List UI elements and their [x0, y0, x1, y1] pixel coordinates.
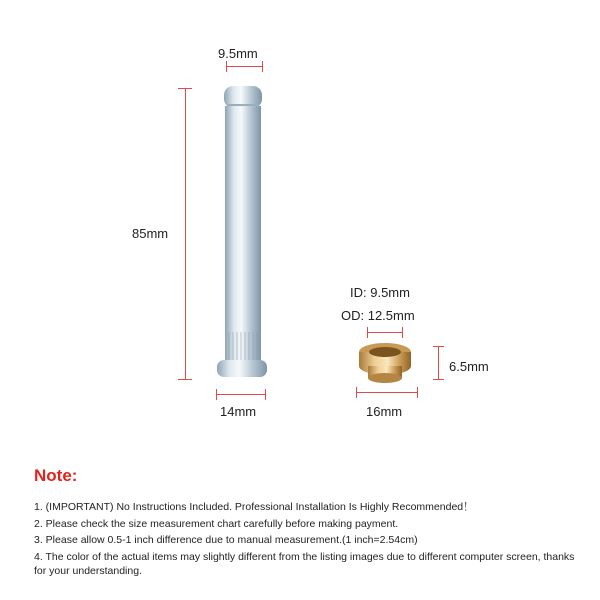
note-line-1: 1. (IMPORTANT) No Instructions Included. Professional Installation Is Highly Recommended！	[34, 501, 474, 513]
bushing-height-dim-line	[438, 346, 439, 380]
note-title: Note:	[34, 466, 78, 485]
bushing-flange-dim-tick-right	[417, 387, 418, 398]
pin-length-dim-tick-bottom	[178, 379, 192, 380]
pin-head-label: 14mm	[220, 404, 257, 419]
note-line-4: 4. The color of the actual items may slightly different from the listing images due to different computer screen, thanks for your understanding.	[34, 551, 575, 577]
bushing-od-dim-tick-right	[402, 327, 403, 338]
bushing-od-label: OD: 12.5mm	[341, 308, 415, 323]
pin-length-dim-line	[185, 88, 186, 380]
bushing-height-dim-tick-top	[433, 346, 444, 347]
bushing-flange-dim-line	[356, 392, 418, 393]
pin-head-dim-tick-right	[265, 389, 266, 400]
bushing-od-dim-line	[367, 332, 403, 333]
pin-diameter-dim-tick-left	[226, 61, 227, 72]
pin-length-dim-tick-top	[178, 88, 192, 89]
bushing-od-dim-tick-left	[367, 327, 368, 338]
pin-diameter-dim-line	[226, 66, 263, 67]
bushing-height-dim-tick-bottom	[433, 379, 444, 380]
pin-head-dim-tick-left	[216, 389, 217, 400]
pin-length-label: 85mm	[132, 226, 169, 241]
bushing-flange-label: 16mm	[366, 404, 403, 419]
note-line-2: 2. Please check the size measurement chart carefully before making payment.	[34, 518, 399, 530]
bushing-id-label: ID: 9.5mm	[350, 285, 410, 300]
bushing-height-label: 6.5mm	[449, 359, 489, 374]
pin-diameter-label: 9.5mm	[218, 46, 258, 61]
bushing	[359, 343, 411, 383]
pin-diameter-dim-tick-right	[262, 61, 263, 72]
hinge-pin	[217, 86, 267, 377]
pin-head-dim-line	[216, 394, 266, 395]
bushing-flange-dim-tick-left	[356, 387, 357, 398]
note-line-3: 3. Please allow 0.5-1 inch difference due to manual measurement.(1 inch=2.54cm)	[34, 534, 418, 546]
